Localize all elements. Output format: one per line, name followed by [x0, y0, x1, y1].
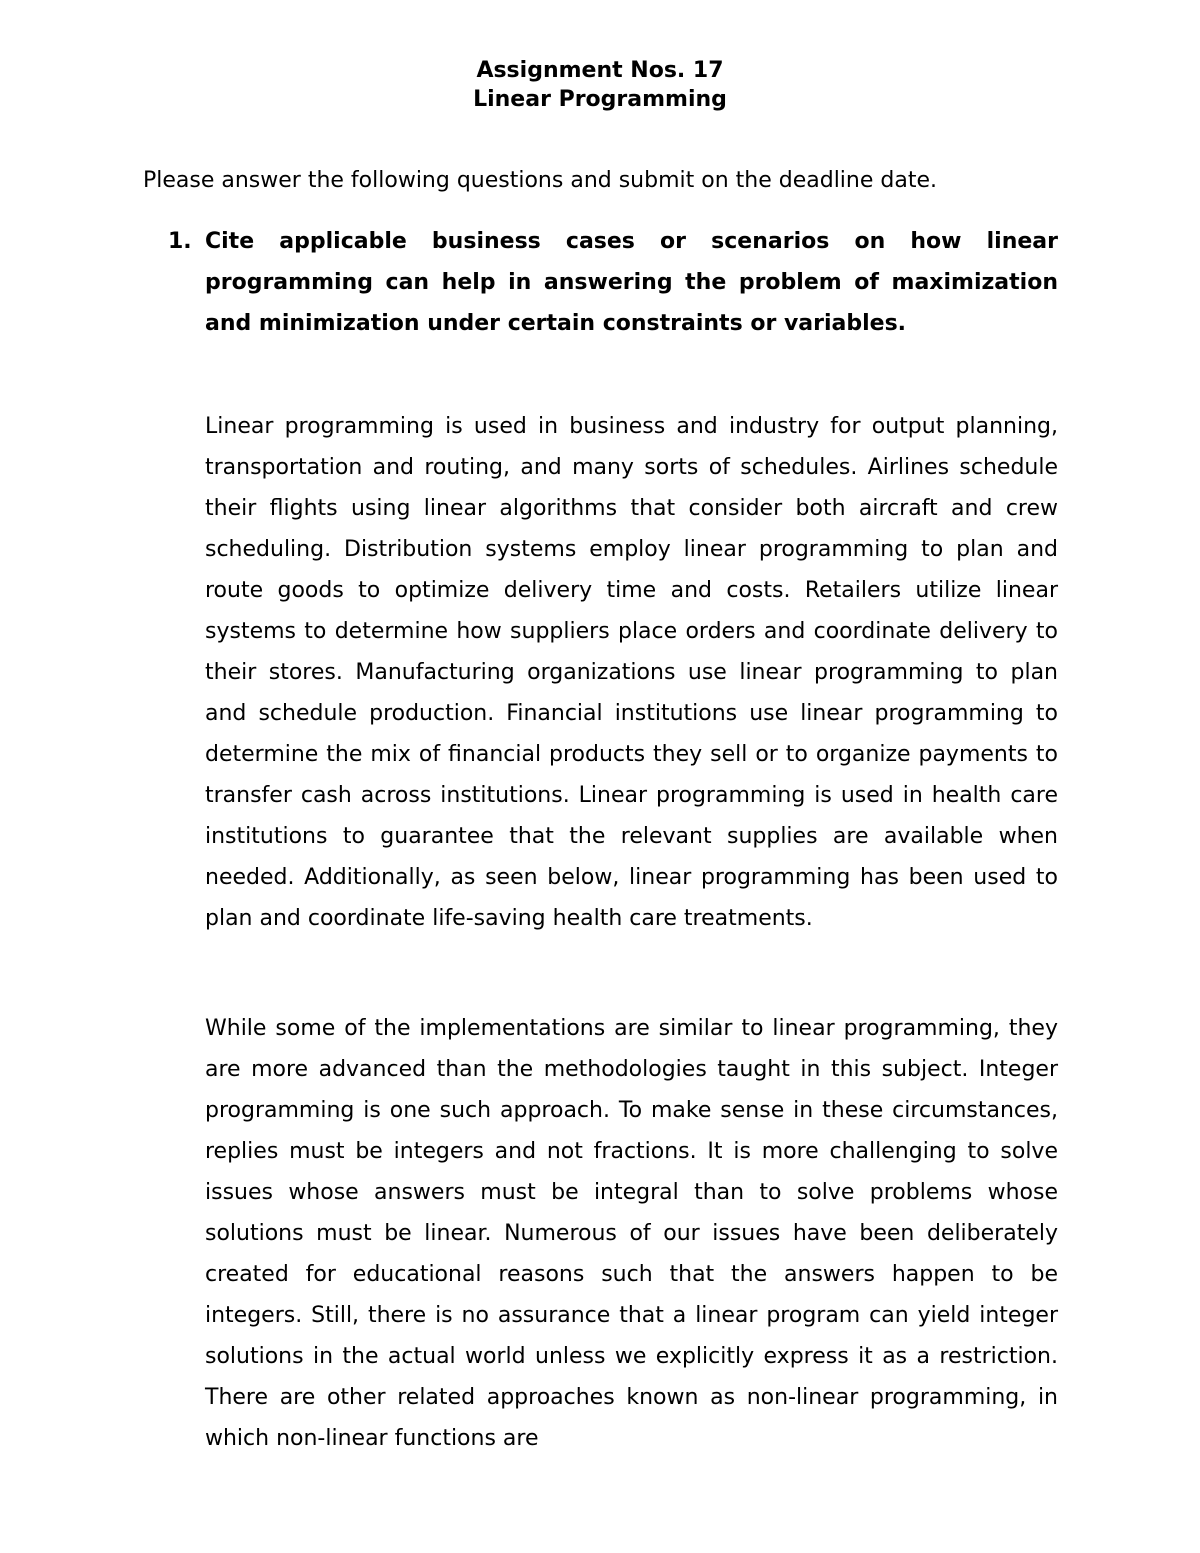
- instruction-text: Please answer the following questions and submit on the deadline date.: [143, 168, 937, 193]
- document-title: [0, 56, 1200, 114]
- title-assignment-number: Assignment Nos. 17: [476, 58, 724, 83]
- title-subject: Linear Programming: [473, 87, 727, 112]
- question-number: 1.: [168, 229, 192, 254]
- answer-paragraph-2: While some of the implementations are similar to linear programming, they are more advanced than the methodologies taught in this subject. Integer programming is one such approach. To make sense in these circumstances, replies must be integers and not fractions. It is more challenging to solve issues whose answers must be integral than to solve problems whose solutions must be linear. Numerous of our issues have been deliberately created for educational reasons such that the answers happen to be integers. Still, there is no assurance that a linear program can yield integer solutions in the actual world unless we explicitly express it as a restriction. There are other related approaches known as non-linear programming, in which non-linear functions are: [205, 1016, 1058, 1451]
- question-text: Cite applicable business cases or scenarios on how linear programming can help in answering the problem of maximization and minimization under certain constraints or variables.: [205, 229, 1058, 336]
- answer-paragraph-1: Linear programming is used in business and industry for output planning, transportation and routing, and many sorts of schedules. Airlines schedule their flights using linear algorithms that consider both aircraft and crew scheduling. Distribution systems employ linear programming to plan and route goods to optimize delivery time and costs. Retailers utilize linear systems to determine how suppliers place orders and coordinate delivery to their stores. Manufacturing organizations use linear programming to plan and schedule production. Financial institutions use linear programming to determine the mix of financial products they sell or to organize payments to transfer cash across institutions. Linear programming is used in health care institutions to guarantee that the relevant supplies are available when needed. Additionally, as seen below, linear programming has been used to plan and coordinate life-saving health care treatments.: [205, 414, 1058, 931]
